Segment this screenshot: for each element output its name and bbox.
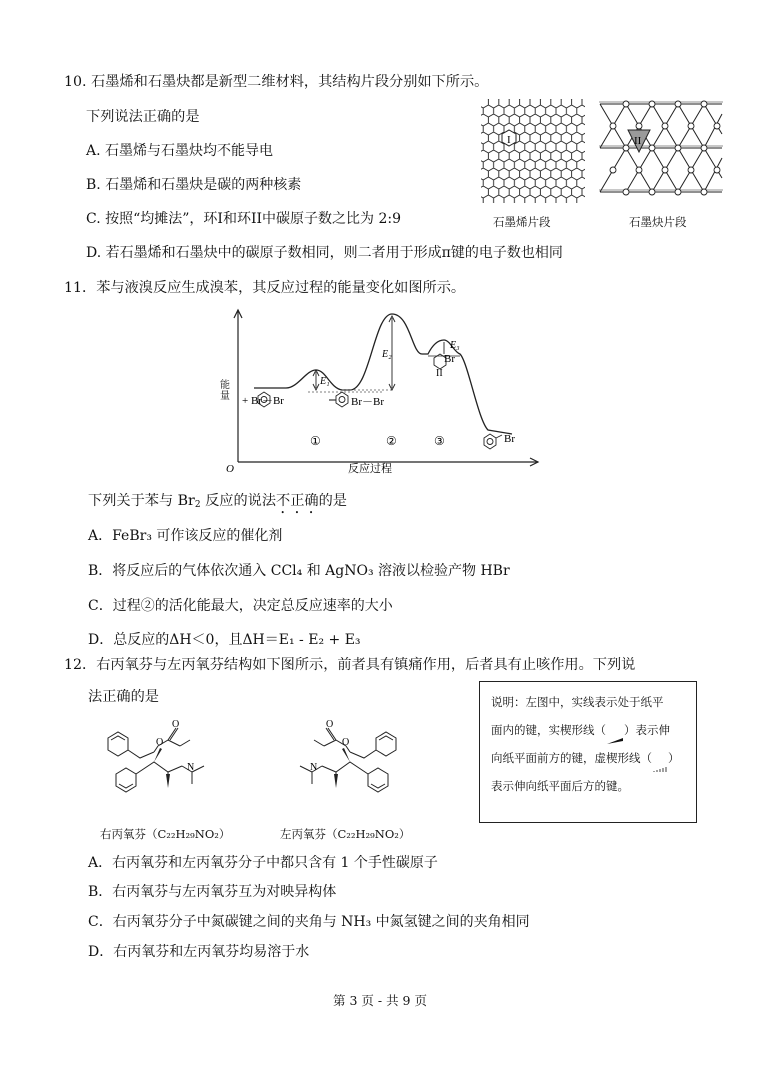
right-molecule-caption: 左丙氧芬（C₂₂H₂₉NO₂） — [280, 827, 411, 841]
graphene-structure-figure — [478, 96, 588, 206]
q12-option-d: D．右丙氧芬和左丙氧芬均易溶于水 — [88, 944, 310, 960]
question-10-stem: 10. 石墨烯和石墨炔都是新型二维材料，其结构片段分别如下所示。 — [64, 74, 489, 90]
origin-label: O — [226, 463, 234, 474]
dextropropoxyphene-structure — [96, 718, 246, 818]
note-line-4: 表示伸向纸平面后方的键。 — [491, 779, 629, 793]
question-11-prompt — [88, 490, 347, 517]
intermediate-ii-label: II — [436, 368, 443, 379]
dashed-wedge-icon — [652, 755, 668, 763]
graphyne-structure-figure — [598, 94, 724, 210]
e1-label: E₁ — [320, 376, 330, 387]
svg-text:N: N — [310, 762, 318, 773]
svg-text:O: O — [342, 737, 350, 748]
prompt-emphasis: 不正确 — [276, 493, 319, 509]
svg-text:N: N — [187, 762, 195, 773]
solid-wedge-icon — [606, 727, 624, 735]
prompt-pre: 下列关于苯与 Br — [88, 493, 195, 509]
q10-option-c: C. 按照“均摊法”，环I和环II中碳原子数之比为 2:9 — [86, 211, 401, 227]
question-10-prompt: 下列说法正确的是 — [86, 109, 200, 125]
q11-option-d: D．总反应的ΔH＜0，且ΔH＝E₁ - E₂ + E₃ — [88, 632, 361, 648]
q11-option-a: A．FeBr₃ 可作该反应的催化剂 — [88, 528, 283, 544]
ring-ii-label: II — [634, 135, 642, 147]
energy-profile-diagram — [222, 302, 552, 474]
complex-label: Br－Br — [351, 396, 384, 408]
product-br-label: Br — [504, 433, 515, 445]
q12-option-a: A．右丙氧芬和左丙氧芬分子中都只含有 1 个手性碳原子 — [88, 855, 438, 871]
step-2-label: ② — [386, 434, 397, 448]
q12-option-c: C．右丙氧芬分子中氮碳键之间的夹角与 NH₃ 中氮氢键之间的夹角相同 — [88, 914, 530, 930]
note-line-3a: 向纸平面前方的键，虚楔形线（ — [491, 751, 652, 765]
question-12-stem-cont: 法正确的是 — [88, 689, 159, 705]
prompt-mid: 反应的说法 — [200, 493, 277, 509]
svg-text:O: O — [326, 719, 334, 730]
q11-option-c: C．过程②的活化能最大，决定总反应速率的大小 — [88, 598, 393, 614]
e3-label: E₃ — [450, 340, 460, 351]
step-3-label: ③ — [434, 434, 445, 448]
intermediate-br-label: Br — [444, 353, 455, 365]
step-1-label: ① — [310, 434, 321, 448]
svg-text:O: O — [156, 737, 164, 748]
note-line-1: 说明：左图中，实线表示处于纸平 — [491, 695, 664, 709]
q10-option-d: D. 若石墨烯和石墨炔中的碳原子数相同，则二者用于形成π键的电子数也相同 — [86, 245, 563, 261]
note-line-2b: ）表示伸 — [624, 723, 670, 737]
ring-i-label: I — [507, 134, 511, 146]
y-axis-label: 能量 — [220, 380, 230, 402]
q12-option-b: B．右丙氧芬与左丙氧芬互为对映异构体 — [88, 884, 337, 900]
page-footer: 第 3 页 - 共 9 页 — [333, 993, 427, 1008]
note-line-3b: ） — [668, 751, 680, 765]
explanation-note-box — [479, 681, 697, 823]
x-axis-label: 反应过程 — [348, 462, 392, 474]
q10-option-b: B. 石墨烯和石墨炔是碳的两种核素 — [86, 177, 302, 193]
prompt-post: 的是 — [318, 493, 347, 509]
q10-option-a: A. 石墨烯与石墨炔均不能导电 — [86, 143, 274, 159]
reactants-label: + Br－Br — [242, 395, 284, 407]
question-11-stem: 11．苯与液溴反应生成溴苯，其反应过程的能量变化如图所示。 — [64, 280, 466, 296]
q11-option-b: B．将反应后的气体依次通入 CCl₄ 和 AgNO₃ 溶液以检验产物 HBr — [88, 563, 510, 579]
prompt-sub: 2 — [194, 500, 201, 510]
question-12-stem: 12．右丙氧芬与左丙氧芬结构如下图所示，前者具有镇痛作用，后者具有止咳作用。下列说 — [64, 657, 636, 673]
graphene-caption: 石墨烯片段 — [493, 215, 551, 229]
svg-text:O: O — [172, 719, 180, 730]
left-molecule-caption: 右丙氧芬（C₂₂H₂₉NO₂） — [100, 827, 231, 841]
e2-label: E₂ — [382, 349, 392, 360]
note-line-2a: 面内的键，实楔形线（ — [491, 723, 606, 737]
levopropoxyphene-structure — [280, 718, 430, 818]
graphyne-caption: 石墨炔片段 — [629, 215, 687, 229]
